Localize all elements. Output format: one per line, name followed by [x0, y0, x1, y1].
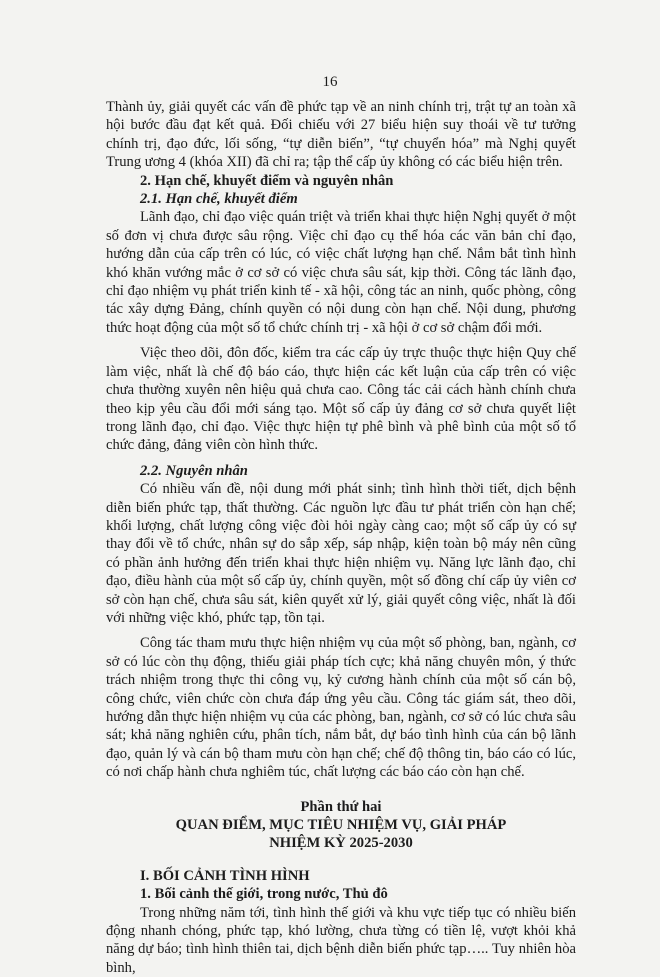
paragraph: Việc theo dõi, đôn đốc, kiểm tra các cấp ủy trực thuộc thực hiện Quy chế làm việc, nhất là chế độ báo cáo, thực hiện các kết luận của cấp trên có việc chưa thường xuyên nên hiệu quả chưa cao. Công tác cải cách hành chính chưa theo kịp yêu cầu đổi mới sáng tạo. Một số cấp ủy đảng cơ sở chưa quyết liệt trong lãnh đạo, chỉ đạo. Việc thực hiện tự phê bình và phê bình của một số tổ chức đảng, đảng viên còn hình thức.: [106, 345, 576, 454]
paragraph: Trong những năm tới, tình hình thế giới và khu vực tiếp tục có nhiều biến động nhanh chóng, phức tạp, khó lường, chưa từng có tiền lệ, vượt khỏi khả năng dự báo; tình hình thiên tai, dịch bệnh diễn biến phức tạp….. Tuy nhiên hòa bình,: [106, 904, 576, 976]
paragraph-continued: Thành ủy, giải quyết các vấn đề phức tạp về an ninh chính trị, trật tự an toàn xã hội bước đầu đạt kết quả. Đối chiếu với 27 biểu hiện suy thoái về tư tưởng chính trị, đạo đức, lối sống, “tự diễn biến”, “tự chuyển hóa” mà Nghị quyết Trung ương 4 (khóa XII) đã chỉ ra; tập thể cấp ủy không có các biểu hiện trên.: [106, 99, 576, 171]
page-number: 16: [322, 74, 338, 90]
section-heading: 2. Hạn chế, khuyết điểm và nguyên nhân: [140, 172, 394, 189]
subsection-heading: 2.2. Nguyên nhân: [140, 462, 248, 479]
paragraph: Có nhiều vấn đề, nội dung mới phát sinh; tình hình thời tiết, dịch bệnh diễn biến phức tạp, thất thường. Các nguồn lực đầu tư phát triển còn hạn chế; khối lượng, chất lượng công việc đòi hỏi ngày càng cao; một số cấp ủy có sự thay đổi về tổ chức, nhân sự do sắp xếp, sáp nhập, kiện toàn bộ máy nên cũng có phần ảnh hưởng đến triển khai thực hiện nhiệm vụ. Năng lực lãnh đạo, chỉ đạo, điều hành của một số cấp ủy, chính quyền, một số đồng chí cấp ủy viên cơ sở còn hạn chế, chưa sâu sát, kiên quyết xử lý, giải quyết công việc, nhất là đối với những việc khó, phức tạp, tồn tại.: [106, 481, 576, 626]
section-heading: 1. Bối cảnh thế giới, trong nước, Thủ đô: [140, 886, 388, 903]
page-content: [106, 98, 576, 977]
subsection-heading: 2.1. Hạn chế, khuyết điểm: [140, 191, 298, 208]
part-heading-line-1: QUAN ĐIỂM, MỤC TIÊU NHIỆM VỤ, GIẢI PHÁP: [175, 817, 507, 834]
chapter-heading: I. BỐI CẢNH TÌNH HÌNH: [140, 867, 310, 884]
part-heading-line-2: NHIỆM KỲ 2025-2030: [269, 835, 413, 852]
part-title: Phần thứ hai: [300, 798, 382, 815]
paragraph: Lãnh đạo, chỉ đạo việc quán triệt và triển khai thực hiện Nghị quyết ở một số đơn vị chưa được sâu rộng. Việc chỉ đạo cụ thể hóa các văn bản chỉ đạo, hướng dẫn của cấp trên có lúc, có việc chất lượng hạn chế. Nắm bắt tình hình khó khăn vướng mắc ở cơ sở có việc chưa sâu sát, kịp thời. Công tác lãnh đạo, chỉ đạo nhiệm vụ phát triển kinh tế - xã hội, công tác an ninh, quốc phòng, công tác xây dựng Đảng, chính quyền có nội dung còn hạn chế. Nội dung, phương thức hoạt động của một số tổ chức chính trị - xã hội ở cơ sở chậm đổi mới.: [106, 209, 576, 336]
paragraph: Công tác tham mưu thực hiện nhiệm vụ của một số phòng, ban, ngành, cơ sở có lúc còn thụ động, thiếu giải pháp tích cực; khả năng chuyên môn, ý thức trách nhiệm trong thực thi công vụ, kỷ cương hành chính của một số cán bộ, công chức, viên chức còn chưa đáp ứng yêu cầu. Công tác giám sát, theo dõi, hướng dẫn thực hiện nhiệm vụ của các phòng, ban, ngành, cơ sở có lúc chưa sâu sát; khả năng nghiên cứu, phân tích, nắm bắt, dự báo tình hình của cán bộ lãnh đạo, quản lý và cán bộ tham mưu còn hạn chế; chế độ thông tin, báo cáo có lúc, có nơi chấp hành chưa nghiêm túc, chất lượng các báo cáo còn hạn chế.: [106, 635, 576, 781]
